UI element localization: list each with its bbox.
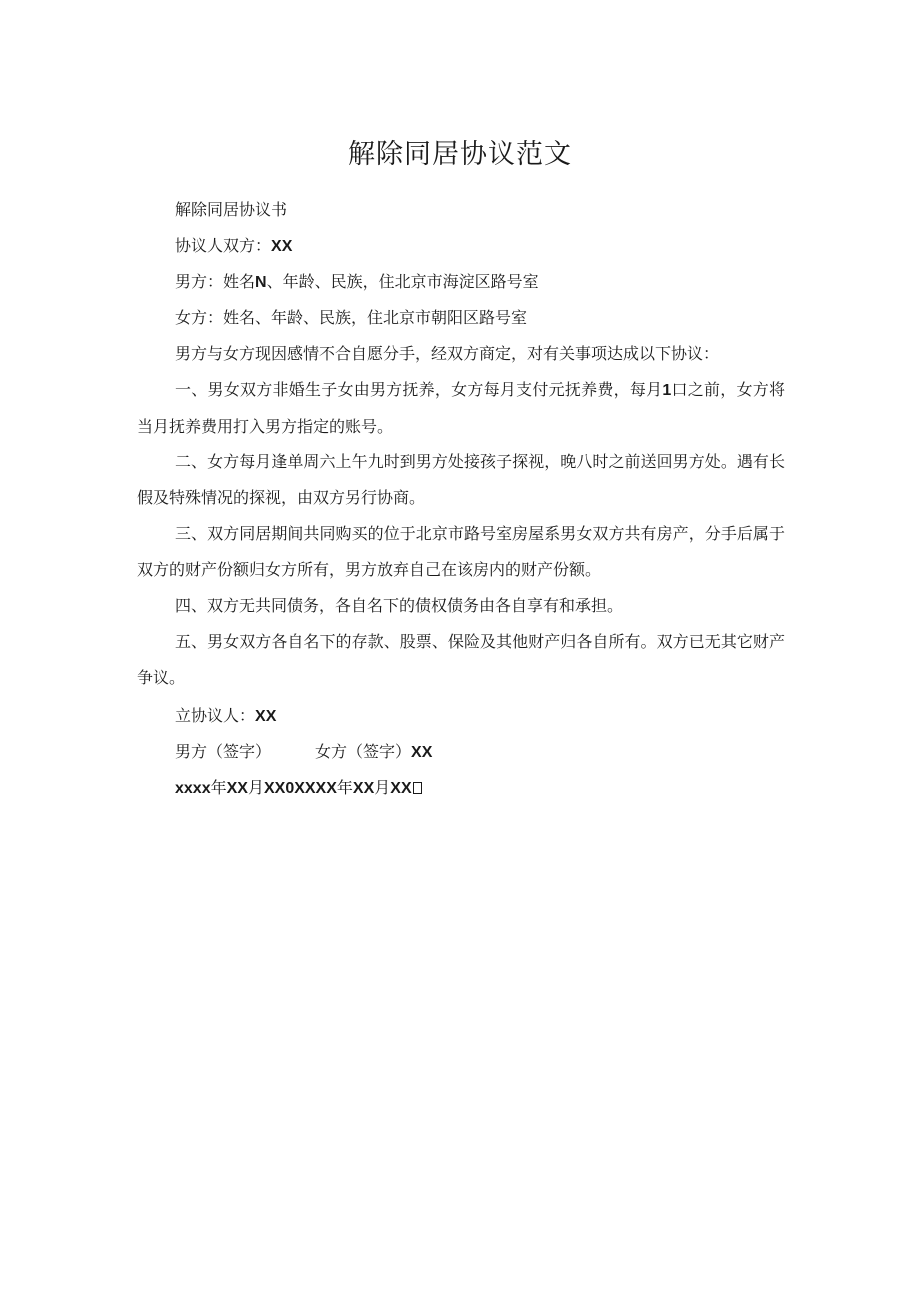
- date-day-2: XX: [390, 780, 412, 797]
- missing-glyph-box-icon: [413, 782, 422, 794]
- parties-line: [137, 228, 785, 265]
- female-line-text: 女方：姓名、年龄、民族，住北京市朝阳区路号室: [175, 308, 528, 327]
- agreement-subtitle: [137, 192, 785, 228]
- date-line: [175, 770, 422, 807]
- clause-4-text: 四、双方无共同债务，各自名下的债权债务由各自享有和承担。: [175, 596, 624, 615]
- parties-label: 协议人双方：: [175, 236, 272, 255]
- clause-5-text: 五、男女双方各自名下的存款、股票、保险及其他财产归各自所有。双方已无其它财产争议。: [137, 632, 785, 687]
- date-month-2: XX: [352, 780, 375, 797]
- clause-1-day: 1: [662, 382, 672, 399]
- female-signature-label: 女方（签字）: [315, 742, 412, 761]
- clause-2-text: 二、女方每月逢单周六上午九时到男方处接孩子探视，晚八时之前送回男方处。遇有长假及特殊情况的探视，由双方另行协商。: [137, 452, 785, 507]
- male-prefix: 男方：姓名: [175, 272, 256, 291]
- document-title: 解除同居协议范文: [348, 139, 572, 170]
- clause-3-text: 三、双方同居期间共同购买的位于北京市路号室房屋系男女双方共有房产，分手后属于双方的财产份额归女方所有，男方放弃自己在该房内的财产份额。: [137, 524, 785, 579]
- clause-3: [137, 516, 785, 588]
- male-suffix: 、年龄、民族，住北京市海淀区路号室: [266, 272, 539, 291]
- clause-1-part2: 口之前，女方将当月抚养费用打入男方指定的账号。: [137, 380, 785, 436]
- date-month-char-1: 月: [247, 778, 264, 797]
- date-day-year-2: XX0XXXX: [263, 780, 337, 797]
- clause-2: [137, 444, 785, 516]
- male-party-line: [137, 264, 785, 301]
- intro-text: 男方与女方现因感情不合自愿分手，经双方商定，对有关事项达成以下协议：: [175, 344, 720, 363]
- signatory-line: [175, 698, 276, 735]
- signature-line: [175, 734, 432, 771]
- female-signature-value: XX: [411, 744, 433, 761]
- parties-value: XX: [271, 238, 293, 255]
- intro-paragraph: [137, 336, 785, 372]
- male-signature-label: 男方（签字）: [175, 742, 272, 761]
- signatory-label: 立协议人：: [175, 706, 256, 725]
- date-month-1: XX: [226, 780, 248, 797]
- clause-5: [137, 624, 785, 696]
- date-month-char-2: 月: [374, 778, 391, 797]
- clause-1: [137, 372, 785, 445]
- signatory-value: XX: [255, 708, 277, 725]
- female-party-line: [137, 300, 785, 336]
- male-mark: N: [255, 274, 267, 291]
- date-year-char-2: 年: [336, 778, 353, 797]
- clause-1-part1: 一、男女双方非婚生子女由男方抚养，女方每月支付元抚养费，每月: [175, 380, 663, 399]
- clause-4: [137, 588, 785, 624]
- date-year-1: xxxx: [175, 780, 211, 797]
- date-year-char-1: 年: [210, 778, 227, 797]
- subtitle-text: 解除同居协议书: [175, 200, 288, 219]
